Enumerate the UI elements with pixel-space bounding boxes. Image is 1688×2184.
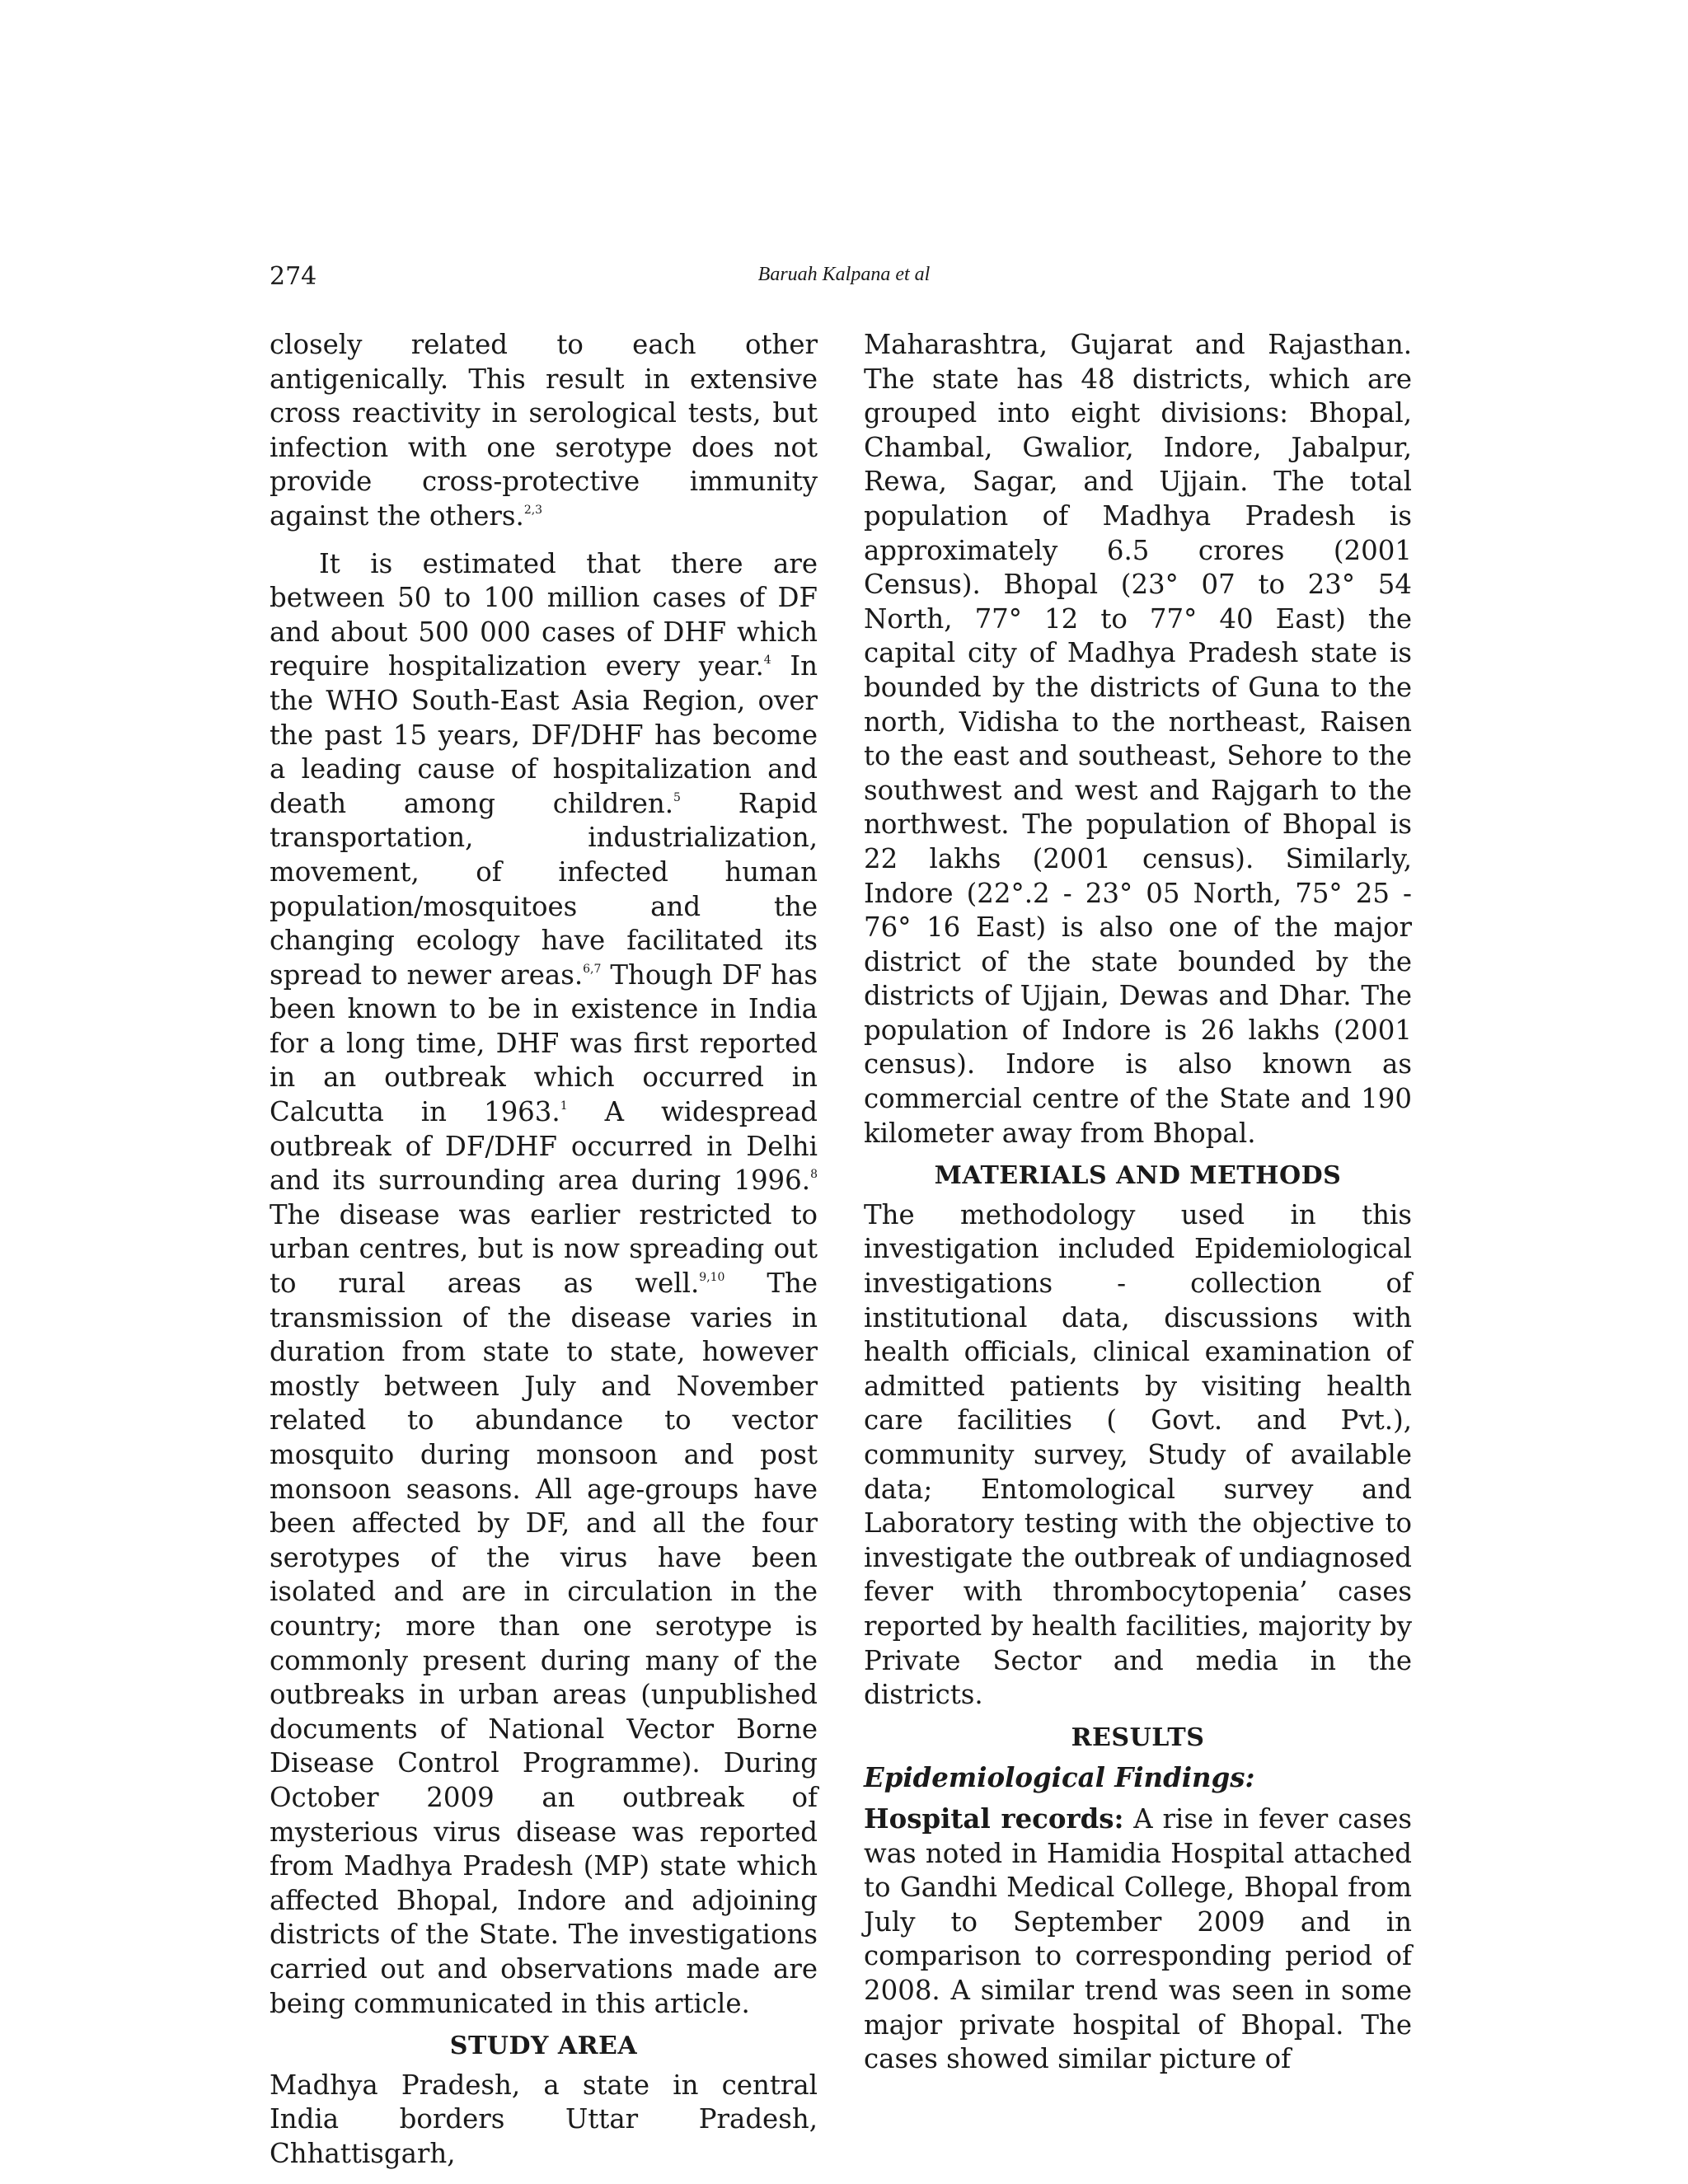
- citation: 8: [810, 1168, 818, 1182]
- sentence: The disease was earlier restricted to urban centres, but is now spreading out to rural areas as well.: [270, 1198, 818, 1300]
- citation: 1: [560, 1099, 568, 1113]
- sentence: A widespread outbreak of DF/DHF occurred in Delhi and its surrounding area during 1996.: [270, 1096, 818, 1197]
- paragraph-methodology: The methodology used in this investigation included Epidemiological investigations - collection of institutional data, discussions with health officials, clinical examination of admitted patients by visiting health care facilities ( Govt. and Pvt.), community survey, Study of available data; Entomological survey and Laboratory testing with the objective to investigate the outbreak of undiagnosed fever with thrombocytopenia’ cases reported by health facilities, majority by Private Sector and media in the districts.: [864, 1198, 1412, 1711]
- results-heading: RESULTS: [1071, 1722, 1205, 1752]
- citation: 2,3: [523, 503, 543, 517]
- paragraph-estimates: [270, 547, 818, 2022]
- citation: 5: [673, 790, 681, 804]
- sentence: In the WHO South-East Asia Region, over the past 15 years, DF/DHF has become a leading cause of hospitalization and death among children.: [270, 650, 818, 819]
- hospital-records-lead: Hospital records:: [864, 1802, 1124, 1835]
- page-number: 274: [270, 262, 317, 291]
- methods-heading: MATERIALS AND METHODS: [934, 1161, 1342, 1191]
- sentence: Though DF has been known to be in existence in India for a long time, DHF was first reported in an outbreak which occurred in Calcutta in 1963.: [270, 958, 818, 1128]
- sentence: The transmission of the disease varies in duration from state to state, however mostly between July and November related to abundance to vector mosquito during monsoon and post monsoon seasons. All age-groups have been affected by DF, and all the four serotypes of the virus have been isolated and are in circulation in the country; more than one serotype is commonly present during many of the outbreaks in urban areas (unpublished documents of National Vector Borne Disease Control Programme). During October 2009 an outbreak of mysterious virus disease was reported from Madhya Pradesh (MP) state which affected Bhopal, Indore and adjoining districts of the State. The investigations carried out and observations made are being communicated in this article.: [270, 1268, 818, 2019]
- running-title: Baruah Kalpana et al: [757, 264, 931, 285]
- paragraph-text: A rise in fever cases was noted in Hamidia Hospital attached to Gandhi Medical College, Bhopal from July to September 2009 and in comparison to corresponding period of 2008. A similar trend was seen in some major private hospital of Bhopal. The cases showed similar picture of: [864, 1802, 1412, 2075]
- sentence: Rapid transportation, industrialization, movement, of infected human population/mosquitoes and the changing ecology have facilitated its spread to newer areas.: [270, 787, 818, 991]
- right-column: [864, 328, 1412, 2077]
- study-area-heading: STUDY AREA: [449, 2032, 638, 2061]
- paragraph-antigenic: [270, 328, 818, 534]
- citation: 4: [763, 654, 771, 668]
- citation: 9,10: [699, 1271, 725, 1285]
- paragraph-state-description: Maharashtra, Gujarat and Rajasthan. The state has 48 districts, which are grouped into eight divisions: Bhopal, Chambal, Gwalior, Indore, Jabalpur, Rewa, Sagar, and Ujjain. The total population of Madhya Pradesh is approximately 6.5 crores (2001 Census). Bhopal (23° 07 to 23° 54 North, 77° 12 to 77° 40 East) the capital city of Madhya Pradesh state is bounded by the districts of Guna to the north, Vidisha to the northeast, Raisen to the east and southeast, Sehore to the southwest and west and Rajgarh to the northwest. The population of Bhopal is 22 lakhs (2001 census). Similarly, Indore (22°.2 - 23° 05 North, 75° 25 - 76° 16 East) is also one of the major district of the state bounded by the districts of Ujjain, Dewas and Dhar. The population of Indore is 26 lakhs (2001 census). Indore is also known as commercial centre of the State and 190 kilometer away from Bhopal.: [864, 329, 1412, 1149]
- paragraph-hospital-records: [864, 1802, 1412, 2077]
- epidemiological-findings-subheading: Epidemiological Findings:: [864, 1762, 1255, 1794]
- paragraph-study-area: Madhya Pradesh, a state in central India borders Uttar Pradesh, Chhattisgarh,: [270, 2069, 818, 2169]
- paragraph-text: closely related to each other antigenically. This result in extensive cross reactivity in serological tests, but infection with one serotype does not provide cross-protective immunity against the others.: [270, 329, 818, 532]
- citation: 6,7: [583, 962, 602, 976]
- sentence: It is estimated that there are between 50 to 100 million cases of DF and about 500 000 cases of DHF which require hospitalization every year.: [270, 547, 818, 682]
- left-column: [270, 328, 818, 2171]
